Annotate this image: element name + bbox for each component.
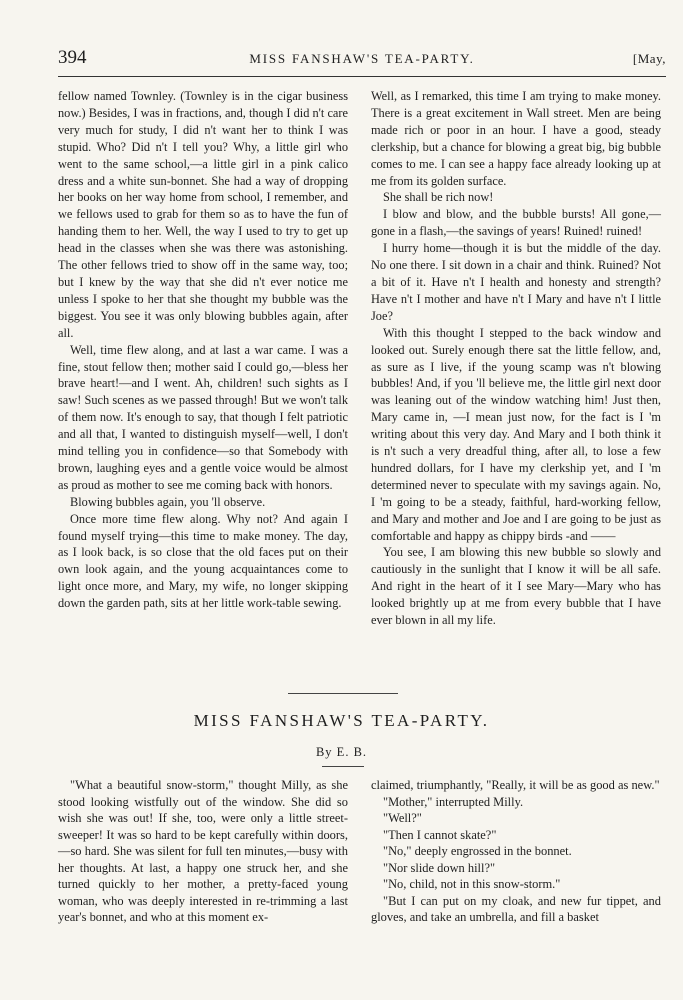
running-header <box>58 47 666 69</box>
paragraph: "Well?" <box>383 811 422 825</box>
issue-month: [May, <box>632 51 666 66</box>
paragraph: "No," deeply engrossed in the bonnet. <box>383 844 572 858</box>
paragraph: "What a beautiful snow-storm," thought Milly, as she stood looking wistfully out of the window. She did so wish she was out! If she, too, were only a little street-sweeper! It was so hard to be kept carefully within doors,—so hard. She was silent for full ten minutes,—busy with her thoughts. At last, a happy one struck her, and she turned quickly to her mother, a pretty-faced young woman, who was deeply interested in re-trimming a last year's bonnet, and who at this moment ex- <box>58 778 348 924</box>
paragraph: I blow and blow, and the bubble bursts! All gone,—gone in a flash,—the savings of years! Ruined! ruined! <box>371 207 661 239</box>
paragraph: Well, as I remarked, this time I am trying to make money. There is a great excitement in Wall street. Men are being made rich or poor in an hour. I have a good, steady clerkship, but a chance for blowing a great big, big bubble comes to me. I can see a happy face already looking up at me from its golden surface. <box>371 89 661 188</box>
paragraph: "But I can put on my cloak, and new fur tippet, and gloves, and take an umbrella, and fill a basket <box>371 893 661 924</box>
story-column-left <box>58 777 348 926</box>
paragraph: Once more time flew along. Why not? And again I found myself trying—this time to make money. The day, as I look back, is so close that the old faces put on their own look again, and the young acquaintances come to light once more, and Mary, my wife, no longer skipping down the garden path, sits at her little work-table sewing. <box>58 511 348 611</box>
page-number: 394 <box>58 47 87 68</box>
paragraph: You see, I am blowing this new bubble so slowly and cautiously in the sunlight that I know it will be all safe. And right in the heart of it I see Mary—Mary who has looked brightly up at me from every bubble that I have ever blown in all my life. <box>371 545 661 628</box>
paragraph: Blowing bubbles again, you 'll observe. <box>70 494 266 509</box>
paragraph: With this thought I stepped to the back window and looked out. Surely enough there sat the little fellow, and, as sure as I live, if the young scamp was n't blowing bubbles! And, if you 'll believe me, the little girl next door was leaning out of the window watching him! Just then, Mary came in, —I mean just now, for the fact is I 'm writing about this very day. And Mary and I both think it is n't such a very dreadful thing, after all, to lose a few hundred dollars, for I have my clerkship yet, and I 'm determined never to speculate with my savings again. No, I 'm going to be a steady, faithful, hard-working fellow, and Mary and mother and Joe and I are going to be just as comfortable and happy as chippy birds -and —— <box>371 325 661 543</box>
story-title: MISS FANSHAW'S TEA-PARTY. <box>193 711 490 730</box>
header-rule <box>58 76 666 77</box>
paragraph: fellow named Townley. (Townley is in the cigar business now.) Besides, I was in fractions, and, though I did n't care very much for study, I did n't want her to think I was stupid. Who? Did n't I tell you? Why, a little girl who went to the same school,—a little girl in a pink calico dress and a white sun-bonnet. She had a way of dropping her books on her way home from school, I remember, and we fellows used to grab for them so as to have the fun of handing them to her. Well, the way I used to try to get up head in the classes when she was there was astonishing. The other fellows tried to show off in the same way, too; but I knew by the way that she did n't ever notice me unless I spoke to her that she thought my bubble was the biggest. You see it was only blowing bubbles again, after all. <box>58 89 348 340</box>
byline-rule <box>322 766 364 767</box>
story-column-right <box>371 777 661 926</box>
paragraph: "Mother," interrupted Milly. <box>383 794 524 809</box>
paragraph: Well, time flew along, and at last a war came. I was a fine, stout fellow then; mother said I could go,—bless her brave heart!—and I went. Ah, children! such sights as I saw! Such scenes as we passed through! But we won't talk of them now. It's enough to say, that though I felt patriotic and all that, I wanted to distinguish myself—well, I don't mind telling you in confidence—so that Somebody with brown, laughing eyes and a gentle voice would be almost as proud as mother to see me coming back with honors. <box>58 342 348 492</box>
paragraph: "Nor slide down hill?" <box>383 860 496 875</box>
story-byline: By E. B. <box>315 745 368 759</box>
paragraph: She shall be rich now! <box>383 190 494 205</box>
paragraph: claimed, triumphantly, "Really, it will be as good as new." <box>371 778 660 792</box>
section-divider <box>288 693 398 694</box>
running-title: MISS FANSHAW'S TEA-PARTY. <box>249 51 475 66</box>
article-column-right <box>371 88 661 629</box>
paragraph: "Then I cannot skate?" <box>383 827 497 842</box>
paragraph: "No, child, not in this snow-storm." <box>383 877 561 891</box>
article-column-left <box>58 88 348 612</box>
paragraph: I hurry home—though it is but the middle of the day. No one there. I sit down in a chair and think. Ruined? Not a bit of it. Have n't I health and honesty and strength? Have n't I mother and have n't I Mary and have n't I little Joe? <box>371 241 661 323</box>
